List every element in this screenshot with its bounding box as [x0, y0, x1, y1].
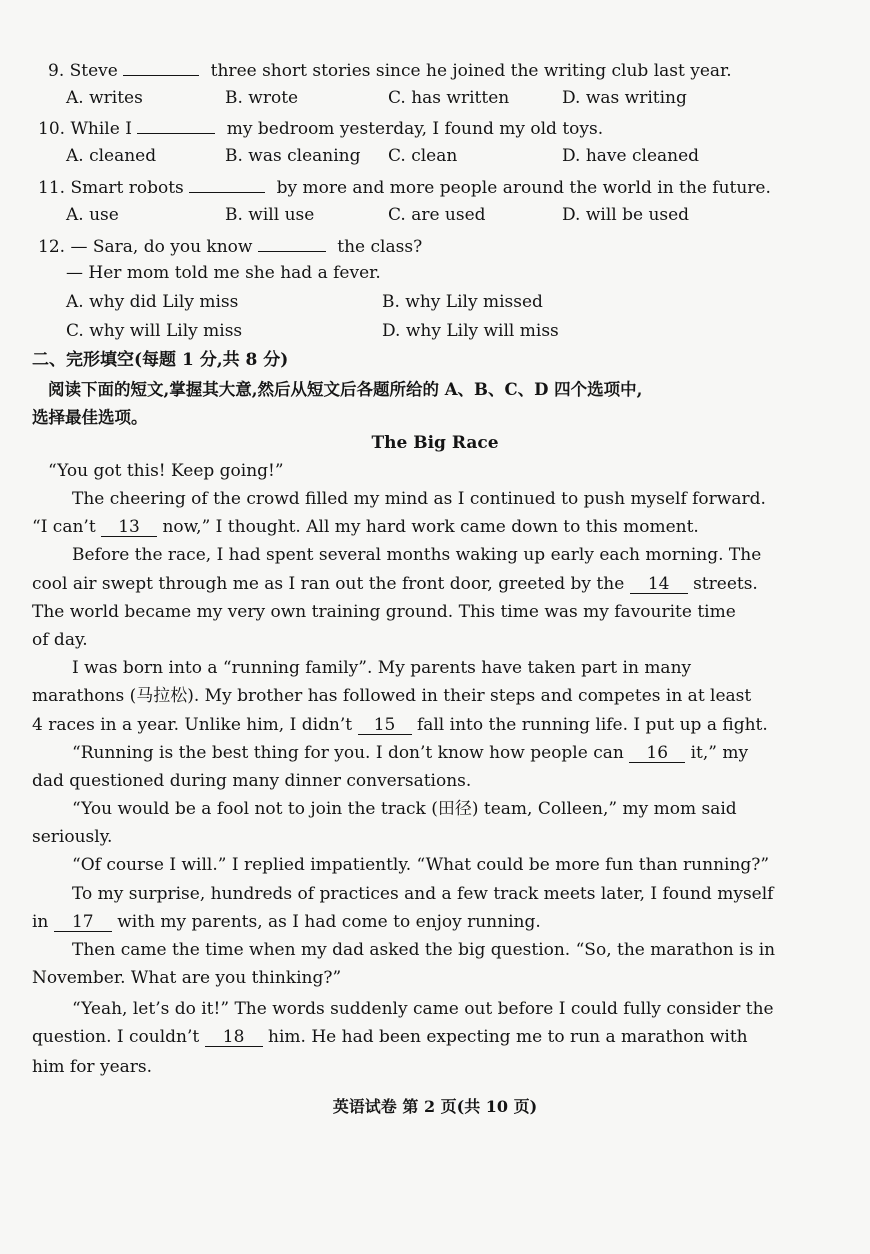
question-12	[38, 233, 422, 259]
question-9	[48, 57, 732, 83]
passage-line: To my surprise, hundreds of practices and a few track meets later, I found myself	[72, 884, 774, 904]
option-a: A. writes	[66, 88, 143, 108]
passage-line: Then came the time when my dad asked the big question. “So, the marathon is in	[72, 940, 776, 960]
option-c: C. why will Lily miss	[66, 321, 243, 341]
section-instruction: 阅读下面的短文,掌握其大意,然后从短文后各题所给的 A、B、C、D 四个选项中,	[48, 380, 643, 399]
question-number: 12.	[38, 237, 66, 257]
question-stem-start: — Sara, do you know	[70, 237, 253, 257]
question-number: 9.	[48, 61, 65, 81]
passage-line: “You got this! Keep going!”	[48, 461, 284, 481]
option-a: A. why did Lily miss	[66, 292, 239, 312]
option-b: B. wrote	[225, 88, 299, 108]
passage-line: seriously.	[32, 827, 113, 847]
question-number: 11.	[38, 178, 66, 198]
question-stem-end: by more and more people around the world in the future.	[276, 178, 771, 198]
passage-line: I was born into a “running family”. My parents have taken part in many	[72, 658, 692, 678]
passage-line: The cheering of the crowd filled my mind as I continued to push myself forward.	[72, 489, 766, 509]
passage-line: dad questioned during many dinner conversations.	[32, 771, 472, 791]
question-stem-end: three short stories since he joined the writing club last year.	[210, 61, 732, 81]
text: fall into the running life. I put up a fight.	[416, 715, 768, 735]
blank-17: 17	[54, 913, 112, 932]
option-d: D. have cleaned	[562, 146, 700, 166]
passage-line	[32, 572, 758, 596]
question-number: 10.	[38, 119, 66, 139]
option-a: A. cleaned	[66, 146, 157, 166]
section-heading: 二、完形填空(每题 1 分,共 8 分)	[32, 350, 289, 370]
text: “Running is the best thing for you. I don’t know how people can	[72, 743, 624, 763]
text: cool air swept through me as I ran out the front door, greeted by the	[32, 574, 625, 594]
passage-line: “You would be a fool not to join the track (田径) team, Colleen,” my mom said	[72, 799, 737, 819]
blank-16: 16	[629, 744, 685, 763]
text: “I can’t	[32, 517, 96, 537]
passage-line: November. What are you thinking?”	[32, 968, 342, 988]
passage-line: marathons (马拉松). My brother has followed in their steps and competes in at least	[32, 686, 752, 706]
question-stem-start: While I	[70, 119, 132, 139]
passage-line	[32, 515, 699, 539]
option-b: B. why Lily missed	[382, 292, 543, 312]
blank-18: 18	[205, 1028, 263, 1047]
answer-blank	[189, 174, 265, 193]
text: question. I couldn’t	[32, 1027, 200, 1047]
question-stem-end: the class?	[337, 237, 423, 257]
option-b: B. was cleaning	[225, 146, 361, 166]
passage-line: “Yeah, let’s do it!” The words suddenly came out before I could fully consider the	[72, 999, 774, 1019]
blank-13: 13	[101, 518, 157, 537]
text: him. He had been expecting me to run a marathon with	[268, 1027, 748, 1047]
option-a: A. use	[66, 205, 119, 225]
passage-line: him for years.	[32, 1057, 153, 1077]
question-12-reply: — Her mom told me she had a fever.	[66, 263, 381, 283]
question-11	[38, 174, 771, 200]
option-d: D. why Lily will miss	[382, 321, 559, 341]
text: in	[32, 912, 49, 932]
text: it,” my	[690, 743, 749, 763]
option-c: C. clean	[388, 146, 458, 166]
passage-line: Before the race, I had spent several months waking up early each morning. The	[72, 545, 762, 565]
passage-line: The world became my very own training ground. This time was my favourite time	[32, 602, 736, 622]
option-d: D. will be used	[562, 205, 690, 225]
option-c: C. has written	[388, 88, 510, 108]
page-footer: 英语试卷 第 2 页(共 10 页)	[332, 1097, 538, 1116]
answer-blank	[137, 115, 215, 134]
answer-blank	[258, 233, 326, 252]
text: with my parents, as I had come to enjoy running.	[117, 912, 541, 932]
question-10	[38, 115, 603, 141]
passage-line: “Of course I will.” I replied impatiently. “What could be more fun than running?”	[72, 855, 770, 875]
question-stem-end: my bedroom yesterday, I found my old toys.	[226, 119, 604, 139]
option-b: B. will use	[225, 205, 315, 225]
text: streets.	[693, 574, 758, 594]
passage-line	[32, 713, 768, 737]
option-c: C. are used	[388, 205, 486, 225]
blank-15: 15	[358, 716, 412, 735]
passage-title: The Big Race	[371, 433, 499, 453]
section-instruction-cont: 选择最佳选项。	[32, 408, 148, 427]
passage-line	[32, 1025, 748, 1049]
option-d: D. was writing	[562, 88, 687, 108]
text: 4 races in a year. Unlike him, I didn’t	[32, 715, 353, 735]
answer-blank	[123, 57, 199, 76]
text: now,” I thought. All my hard work came down to this moment.	[162, 517, 699, 537]
question-stem-start: Smart robots	[70, 178, 184, 198]
passage-line	[32, 910, 541, 934]
passage-line	[72, 741, 748, 765]
passage-line: of day.	[32, 630, 88, 650]
blank-14: 14	[630, 575, 688, 594]
question-stem-start: Steve	[69, 61, 118, 81]
